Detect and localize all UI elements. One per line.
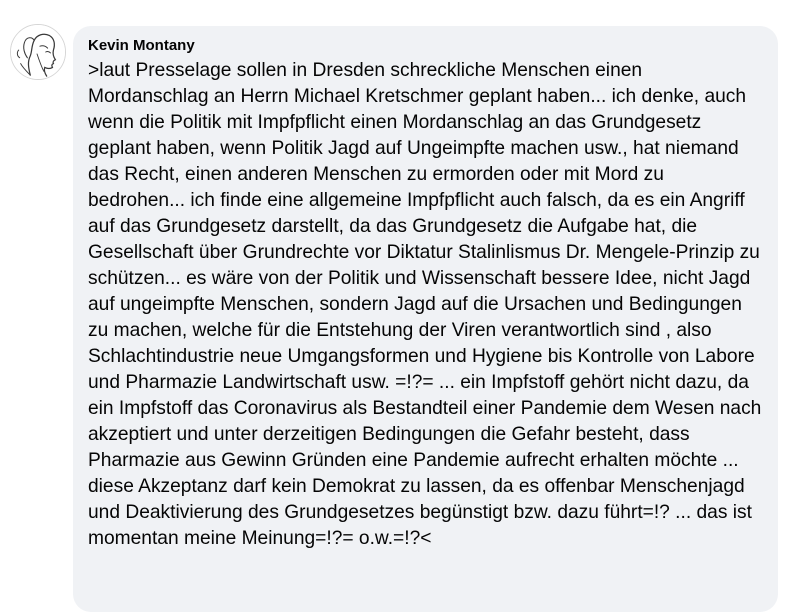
comment-text: >laut Presselage sollen in Dresden schreckliche Menschen einen Mordanschlag an Herrn Michael Kretschmer geplant haben... ich denke, auch wenn die Politik mit Impfpflicht einen Mordanschlag an das Grundgesetz geplant haben, wenn Politik Jagd auf Ungeimpfte machen usw., hat niemand das Recht, einen anderen Menschen zu ermorden oder mit Mord zu bedrohen... ich finde eine allgemeine Impfpflicht auch falsch, da es ein Angriff auf das Grundgesetz darstellt, da das Grundgesetz die Aufgabe hat, die Gesellschaft über Grundrechte vor Diktatur Stalinlismus Dr. Mengele-Prinzip zu schützen... es wäre von der Politik und Wissenschaft bessere Idee, nicht Jagd auf ungeimpfte Menschen, sondern Jagd auf die Ursachen und Bedingungen zu machen, welche für die Entstehung der Viren verantwortlich sind , also Schlachtindustrie neue Umgangsformen und Hygiene bis Kontrolle von Labore und Pharmazie Landwirtschaft usw. =!?= ... ein Impfstoff gehört nicht dazu, da ein Impfstoff das Coronavirus als Bestandteil einer Pandemie dem Wesen nach akzeptiert und unter derzeitigen Bedingungen die Gefahr besteht, dass Pharmazie aus Gewinn Gründen eine Pandemie aufrecht erhalten möchte ... diese Akzeptanz darf kein Demokrat zu lassen, da es offenbar Menschenjagd und Deaktivierung des Grundgesetzes begünstigt bzw. dazu führt=!? ... das ist momentan meine Meinung=!?= o.w.=!?< xyxy=(88,60,762,549)
avatar[interactable] xyxy=(10,24,66,80)
comment-author-name[interactable]: Kevin Montany xyxy=(88,37,195,54)
comment-bubble xyxy=(73,26,778,612)
sketch-face-portrait-icon xyxy=(11,25,65,79)
